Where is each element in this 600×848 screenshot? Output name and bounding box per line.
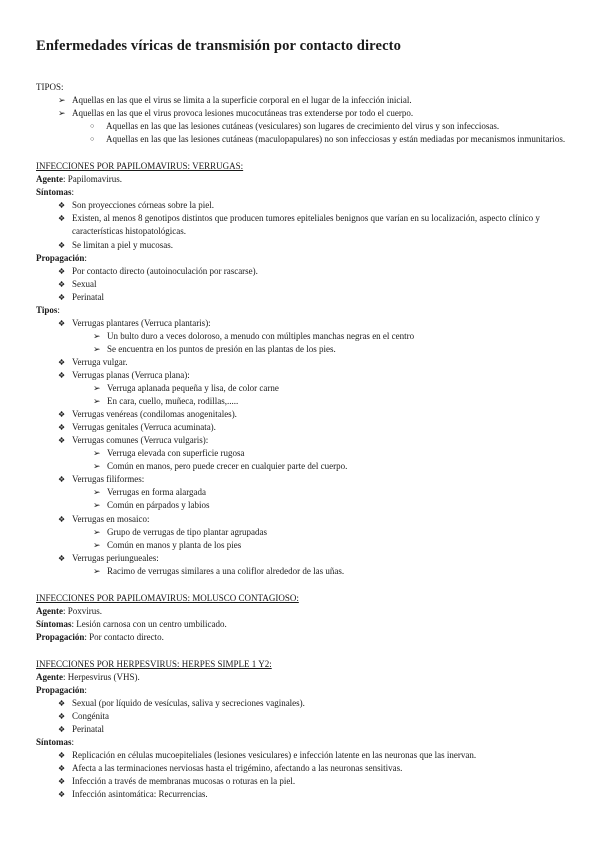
- diamond-bullet-icon: ❖: [58, 751, 66, 761]
- diamond-bullet-icon: ❖: [58, 266, 66, 276]
- arrow-bullet-icon: ➢: [58, 95, 66, 106]
- diamond-bullet-icon: ❖: [58, 318, 66, 328]
- list-item: ❖ Sexual: [36, 278, 566, 291]
- arrow-bullet-icon: ➢: [93, 330, 101, 341]
- list-item: ❖ Sexual (por líquido de vesículas, saliva y secreciones vaginales).: [36, 697, 566, 710]
- section-heading-herpes: INFECCIONES POR HERPESVIRUS: HERPES SIMPLE 1 Y2:: [36, 658, 272, 669]
- arrow-bullet-icon: ➢: [93, 396, 101, 407]
- arrow-bullet-icon: ➢: [58, 108, 66, 119]
- diamond-bullet-icon: ❖: [58, 240, 66, 250]
- arrow-bullet-icon: ➢: [93, 500, 101, 511]
- arrow-bullet-icon: ➢: [93, 448, 101, 459]
- list-item: ➢ Común en párpados y labios: [36, 499, 566, 512]
- list-item: ❖ Infección a través de membranas mucosas o roturas en la piel.: [36, 775, 566, 788]
- arrow-bullet-icon: ➢: [93, 343, 101, 354]
- list-item: ❖ Replicación en células mucoepiteliales (lesiones vesiculares) e infección latente en las neuronas que las inervan.: [36, 749, 566, 762]
- diamond-bullet-icon: ❖: [58, 423, 66, 433]
- arrow-bullet-icon: ➢: [93, 487, 101, 498]
- list-item: ❖ Se limitan a piel y mucosas.: [36, 239, 566, 252]
- sintomas-label: Síntomas:: [36, 737, 75, 748]
- list-item: ○ Aquellas en las que las lesiones cutáneas (maculopapulares) no son infecciosas y están mediadas por mecanismos inmunitarios.: [36, 133, 566, 146]
- diamond-bullet-icon: ❖: [58, 777, 66, 787]
- list-item: ❖ Verrugas venéreas (condilomas anogenitales).: [36, 408, 566, 421]
- list-item: ➢ Grupo de verrugas de tipo plantar agrupadas: [36, 526, 566, 539]
- list-item: ❖ Verrugas genitales (Verruca acuminata).: [36, 421, 566, 434]
- tipos-heading: TIPOS:: [36, 82, 64, 92]
- list-item: ➢ Verruga elevada con superficie rugosa: [36, 447, 566, 460]
- document-title: Enfermedades víricas de transmisión por contacto directo: [36, 38, 401, 54]
- diamond-bullet-icon: ❖: [58, 712, 66, 722]
- list-item: ❖ Perinatal: [36, 291, 566, 304]
- diamond-bullet-icon: ❖: [58, 764, 66, 774]
- list-item: ❖ Son proyecciones córneas sobre la piel.: [36, 199, 566, 212]
- list-item: ❖ Congénita: [36, 710, 566, 723]
- diamond-bullet-icon: ❖: [58, 436, 66, 446]
- diamond-bullet-icon: ❖: [58, 699, 66, 709]
- list-item: ❖ Verrugas en mosaico:: [36, 513, 566, 526]
- section-heading-molusco: INFECCIONES POR PAPILOMAVIRUS: MOLUSCO CONTAGIOSO:: [36, 592, 299, 603]
- sintomas-line: Síntomas: Lesión carnosa con un centro umbilicado.: [36, 618, 227, 629]
- list-item: ❖ Infección asintomática: Recurrencias.: [36, 788, 566, 801]
- diamond-bullet-icon: ❖: [58, 279, 66, 289]
- arrow-bullet-icon: ➢: [93, 526, 101, 537]
- propagacion-label: Propagación:: [36, 685, 87, 696]
- list-item: ➢ Verrugas en forma alargada: [36, 486, 566, 499]
- list-item: ❖ Verrugas plantares (Verruca plantaris):: [36, 317, 566, 330]
- agente-line: Agente: Herpesvirus (VHS).: [36, 671, 140, 682]
- list-item: ➢ Racimo de verrugas similares a una coliflor alrededor de las uñas.: [36, 565, 566, 578]
- list-item: ➢ Común en manos y planta de los pies: [36, 539, 566, 552]
- list-item: ❖ Por contacto directo (autoinoculación por rascarse).: [36, 265, 566, 278]
- list-item: ➢ Común en manos, pero puede crecer en cualquier parte del cuerpo.: [36, 460, 566, 473]
- list-item: ➢ En cara, cuello, muñeca, rodillas,.....: [36, 395, 566, 408]
- circle-bullet-icon: ○: [90, 135, 95, 144]
- list-item: ❖ Verrugas periungueales:: [36, 552, 566, 565]
- arrow-bullet-icon: ➢: [93, 383, 101, 394]
- list-item: ❖ Perinatal: [36, 723, 566, 736]
- circle-bullet-icon: ○: [90, 122, 95, 131]
- list-item: ❖ Verrugas planas (Verruca plana):: [36, 369, 566, 382]
- propagacion-line: Propagación: Por contacto directo.: [36, 631, 164, 642]
- diamond-bullet-icon: ❖: [58, 357, 66, 367]
- agente-line: Agente: Poxvirus.: [36, 605, 103, 616]
- diamond-bullet-icon: ❖: [58, 410, 66, 420]
- diamond-bullet-icon: ❖: [58, 790, 66, 800]
- diamond-bullet-icon: ❖: [58, 292, 66, 302]
- list-item: ❖ Verrugas comunes (Verruca vulgaris):: [36, 434, 566, 447]
- arrow-bullet-icon: ➢: [93, 461, 101, 472]
- diamond-bullet-icon: ❖: [58, 725, 66, 735]
- list-item: ➢ Se encuentra en los puntos de presión en las plantas de los pies.: [36, 343, 566, 356]
- tipos-label: Tipos:: [36, 304, 60, 315]
- list-item: ❖ Afecta a las terminaciones nerviosas hasta el trigémino, afectando a las neuronas sensitivas.: [36, 762, 566, 775]
- diamond-bullet-icon: ❖: [58, 475, 66, 485]
- list-item: ❖ Verrugas filiformes:: [36, 473, 566, 486]
- list-item: ○ Aquellas en las que las lesiones cutáneas (vesiculares) son lugares de crecimiento del virus y son infecciosas.: [36, 120, 566, 133]
- list-item: ➢ Verruga aplanada pequeña y lisa, de color carne: [36, 382, 566, 395]
- list-item: ➢ Un bulto duro a veces doloroso, a menudo con múltiples manchas negras en el centro: [36, 330, 566, 343]
- diamond-bullet-icon: ❖: [58, 201, 66, 211]
- agente-line: Agente: Papilomavirus.: [36, 174, 122, 185]
- list-item: ❖ Existen, al menos 8 genotipos distintos que producen tumores epiteliales benignos que varían en su localización, aspecto clínico y características histopatológicas.: [58, 213, 540, 237]
- propagacion-label: Propagación:: [36, 252, 87, 263]
- sintomas-label: Síntomas:: [36, 187, 75, 198]
- diamond-bullet-icon: ❖: [58, 370, 66, 380]
- list-item: ❖ Verruga vulgar.: [36, 356, 566, 369]
- diamond-bullet-icon: ❖: [58, 553, 66, 563]
- list-item: ➢ Aquellas en las que el virus se limita a la superficie corporal en el lugar de la infección inicial.: [36, 94, 566, 107]
- section-heading-verrugas: INFECCIONES POR PAPILOMAVIRUS: VERRUGAS:: [36, 161, 244, 172]
- list-item: ➢ Aquellas en las que el virus provoca lesiones mucocutáneas tras extenderse por todo el cuerpo.: [36, 107, 566, 120]
- arrow-bullet-icon: ➢: [93, 539, 101, 550]
- arrow-bullet-icon: ➢: [93, 565, 101, 576]
- diamond-bullet-icon: ❖: [58, 514, 66, 524]
- diamond-bullet-icon: ❖: [58, 214, 66, 224]
